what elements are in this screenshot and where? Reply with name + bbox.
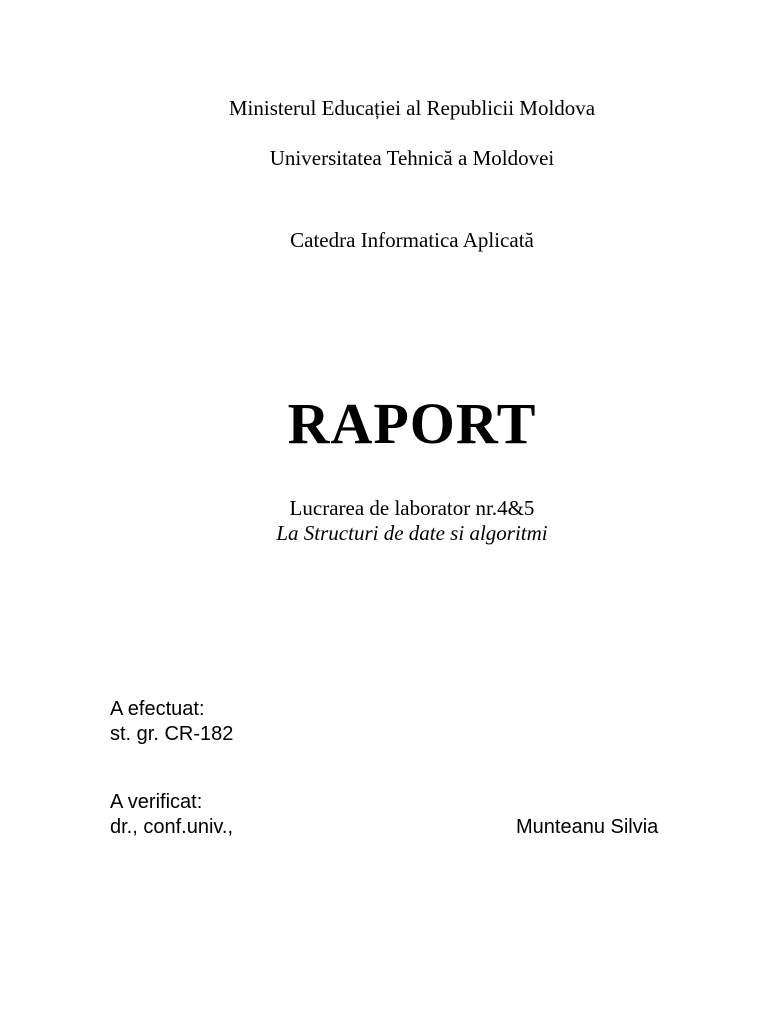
reviewer-degree: dr., conf.univ., [110,816,234,838]
lab-work-number: Lucrarea de laborator nr.4&5 [289,496,535,520]
university-name: Universitatea Tehnică a Moldovei [269,146,555,170]
department-name: Catedra Informatica Aplicată [290,228,534,252]
course-subject: La Structuri de date si algoritmi [276,521,548,545]
performed-by-label: A efectuat: [110,698,205,720]
student-group: st. gr. CR-182 [110,723,234,745]
ministry-name: Ministerul Educației al Republicii Moldova [228,96,596,120]
verified-by-label: A verificat: [110,791,203,813]
report-title: RAPORT [287,391,537,456]
reviewer-name: Munteanu Silvia [516,816,659,838]
